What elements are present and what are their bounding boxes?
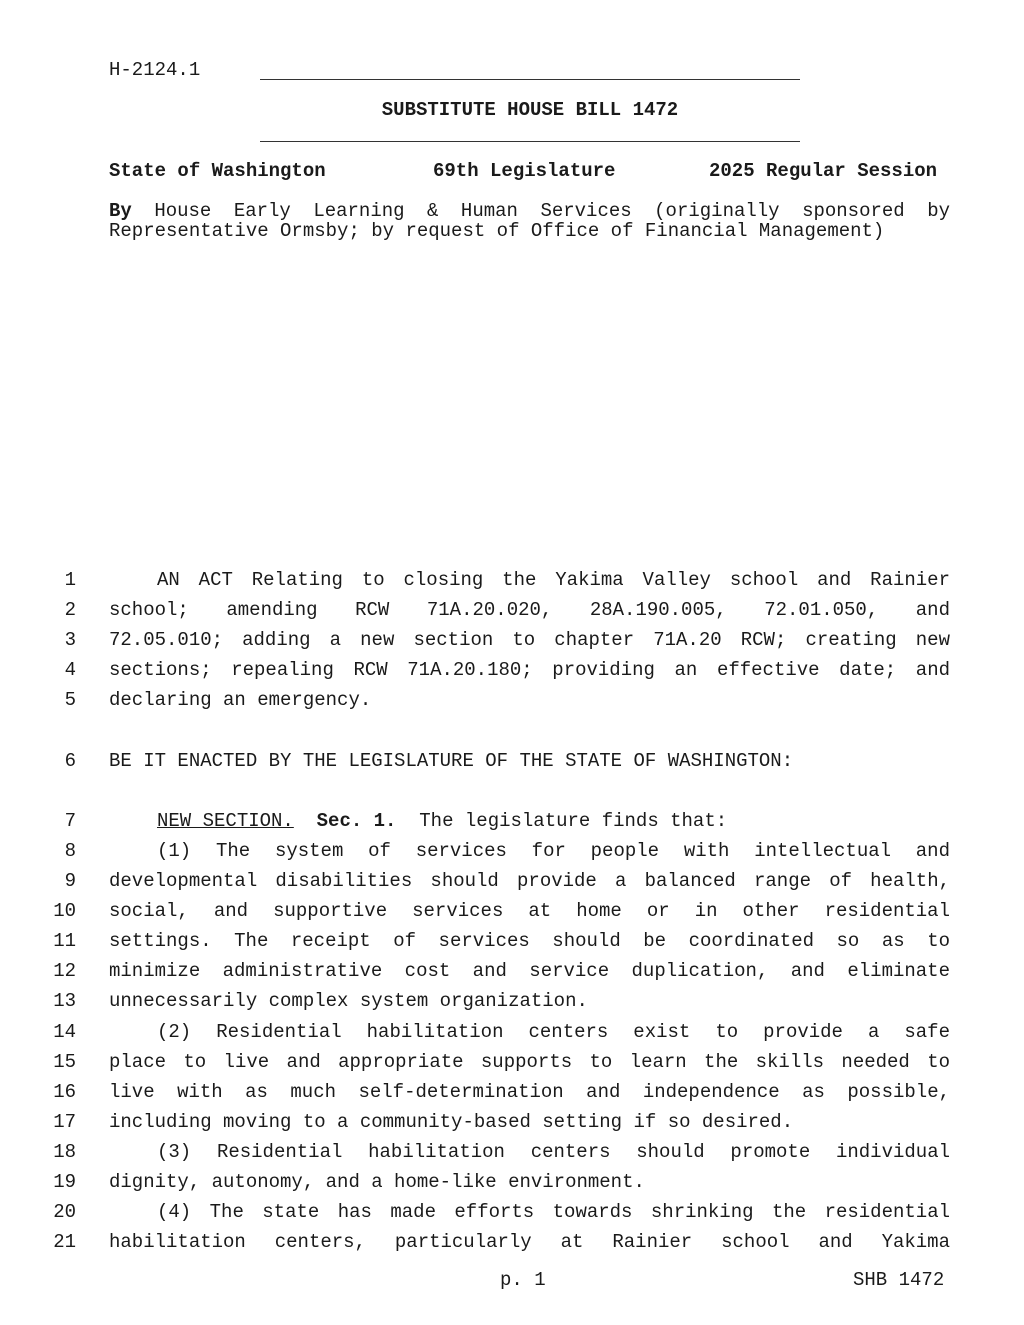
line-number: 13 xyxy=(53,990,76,1012)
bill-text-line: place to live and appropriate supports to learn the skills needed to xyxy=(109,1051,950,1073)
bill-text-line: (2) Residential habilitation centers exist to provide a safe xyxy=(157,1021,950,1043)
sponsor-text-1: House Early Learning & Human Services (originally sponsored by xyxy=(154,200,950,222)
sponsor-line-2: Representative Ormsby; by request of Office of Financial Management) xyxy=(109,220,885,242)
line-number: 18 xyxy=(53,1141,76,1163)
line-number: 11 xyxy=(53,930,76,952)
line-number: 10 xyxy=(53,900,76,922)
bill-text-line: (3) Residential habilitation centers should promote individual xyxy=(157,1141,950,1163)
bill-text-line: sections; repealing RCW 71A.20.180; providing an effective date; and xyxy=(109,659,950,681)
bill-text-line: habilitation centers, particularly at Rainier school and Yakima xyxy=(109,1231,950,1253)
legislature-label: 69th Legislature xyxy=(433,160,616,182)
line-number: 7 xyxy=(64,810,76,832)
line-number: 21 xyxy=(53,1231,76,1253)
section-heading-line xyxy=(109,809,998,833)
line-number: 3 xyxy=(64,629,76,651)
line-number: 12 xyxy=(53,960,76,982)
section-intro: The legislature finds that: xyxy=(419,810,728,832)
bill-text-line: including moving to a community-based setting if so desired. xyxy=(109,1111,794,1133)
line-number: 20 xyxy=(53,1201,76,1223)
document-code: H-2124.1 xyxy=(109,59,201,81)
bill-text-line: unnecessarily complex system organization. xyxy=(109,990,588,1012)
line-number: 5 xyxy=(64,689,76,711)
line-number: 17 xyxy=(53,1111,76,1133)
title-rule-top xyxy=(260,79,800,80)
state-label: State of Washington xyxy=(109,160,326,182)
line-number: 19 xyxy=(53,1171,76,1193)
bill-text-line: school; amending RCW 71A.20.020, 28A.190.005, 72.01.050, and xyxy=(109,599,950,621)
session-label: 2025 Regular Session xyxy=(709,160,938,182)
bill-short-name: SHB 1472 xyxy=(853,1269,945,1291)
sponsor-by: By xyxy=(109,200,132,222)
line-number: 14 xyxy=(53,1021,76,1043)
line-number: 6 xyxy=(64,750,76,772)
bill-text-line: declaring an emergency. xyxy=(109,689,372,711)
bill-text-line: settings. The receipt of services should be coordinated so as to xyxy=(109,930,950,952)
title-rule-bottom xyxy=(260,141,800,142)
line-number: 8 xyxy=(64,840,76,862)
bill-text-line: (4) The state has made efforts towards shrinking the residential xyxy=(157,1201,950,1223)
bill-text-line: live with as much self-determination and independence as possible, xyxy=(109,1081,950,1103)
section-number: Sec. 1. xyxy=(316,810,397,832)
line-number: 9 xyxy=(64,870,76,892)
line-number: 2 xyxy=(64,599,76,621)
line-number: 4 xyxy=(64,659,76,681)
new-section-label: NEW SECTION. xyxy=(157,810,294,832)
bill-text-line: social, and supportive services at home or in other residential xyxy=(109,900,950,922)
bill-text-line: 72.05.010; adding a new section to chapter 71A.20 RCW; creating new xyxy=(109,629,950,651)
enacting-clause: BE IT ENACTED BY THE LEGISLATURE OF THE STATE OF WASHINGTON: xyxy=(109,750,794,772)
line-number: 16 xyxy=(53,1081,76,1103)
bill-title: SUBSTITUTE HOUSE BILL 1472 xyxy=(381,99,679,121)
line-number: 15 xyxy=(53,1051,76,1073)
bill-text-line: (1) The system of services for people with intellectual and xyxy=(157,840,950,862)
bill-text-line: dignity, autonomy, and a home-like environment. xyxy=(109,1171,645,1193)
bill-text-line: developmental disabilities should provide a balanced range of health, xyxy=(109,870,950,892)
line-number: 1 xyxy=(64,569,76,591)
page-number: p. 1 xyxy=(500,1269,546,1291)
bill-text-line: AN ACT Relating to closing the Yakima Valley school and Rainier xyxy=(157,569,950,591)
bill-text-line: minimize administrative cost and service duplication, and eliminate xyxy=(109,960,950,982)
